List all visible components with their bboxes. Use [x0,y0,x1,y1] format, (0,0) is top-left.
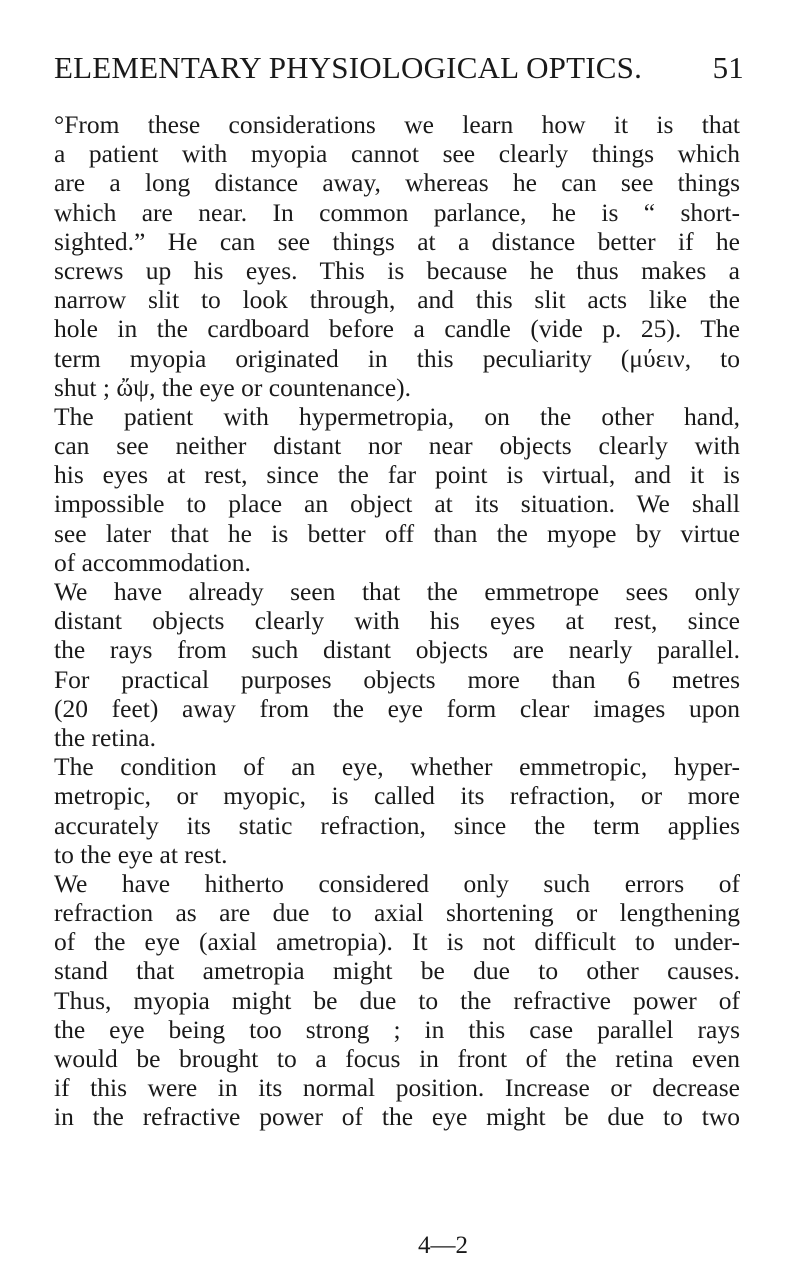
body-text [54,110,740,1132]
text-line: see later that he is better off than the myope by virtue [54,518,740,548]
text-line: impossible to place an object at its situation. We shall [54,489,740,519]
paragraph-5 [54,869,740,1132]
text-line: term myopia originated in this peculiarity (μύειν, to [54,343,740,373]
text-line: of the eye (axial ametropia). It is not difficult to under- [54,927,740,957]
page-number: 51 [712,50,744,85]
text-line: a patient with myopia cannot see clearly things which [54,139,740,169]
text-line: the eye being too strong ; in this case parallel rays [54,1014,740,1044]
text-line: which are near. In common parlance, he is “ short- [54,197,740,227]
text-line: stand that ametropia might be due to other causes. [54,956,740,986]
text-line: his eyes at rest, since the far point is virtual, and it is [54,460,740,490]
text-line: We have already seen that the emmetrope sees only [54,577,740,606]
text-line: Thus, myopia might be due to the refractive power of [54,985,740,1015]
text-line: can see neither distant nor near objects clearly with [54,431,740,461]
text-line: in the refractive power of the eye might be due to two [54,1102,740,1132]
paragraph-2 [54,402,740,577]
text-line: narrow slit to look through, and this slit acts like the [54,285,740,315]
text-line: For practical purposes objects more than 6 metres [54,664,740,694]
text-line: (20 feet) away from the eye form clear images upon [54,693,740,723]
text-line: to the eye at rest. [54,839,228,869]
paragraph-1 [54,110,740,402]
text-line: would be brought to a focus in front of the retina even [54,1044,740,1073]
text-line: the rays from such distant objects are nearly parallel. [54,635,740,665]
text-line: shut ; ὤψ, the eye or countenance). [54,372,412,402]
signature-mark: 4—2 [418,1232,468,1259]
paragraph-3 [54,577,740,752]
text-line: screws up his eyes. This is because he thus makes a [54,255,740,285]
running-head-title: ELEMENTARY PHYSIOLOGICAL OPTICS. [54,50,643,85]
text-line: sighted.” He can see things at a distance better if he [54,226,740,256]
text-line: hole in the cardboard before a candle (vide p. 25). The [54,314,740,344]
text-line: the retina. [54,722,156,752]
text-line: accurately its static refraction, since the term applies [54,810,740,840]
paragraph-4 [54,752,740,869]
text-line: The condition of an eye, whether emmetropic, hyper- [54,752,740,782]
text-line: refraction as are due to axial shortening or lengthening [54,898,740,928]
text-line: of accommodation. [54,547,251,577]
text-line: °From these considerations we learn how it is that [54,110,740,139]
text-line: We have hitherto considered only such errors of [54,868,740,898]
running-head [54,50,744,94]
text-line: are a long distance away, whereas he can see things [54,168,740,198]
text-line: The patient with hypermetropia, on the other hand, [54,401,740,431]
text-line: distant objects clearly with his eyes at rest, since [54,606,740,636]
text-line: if this were in its normal position. Increase or decrease [54,1073,740,1103]
text-line: metropic, or myopic, is called its refraction, or more [54,781,740,811]
